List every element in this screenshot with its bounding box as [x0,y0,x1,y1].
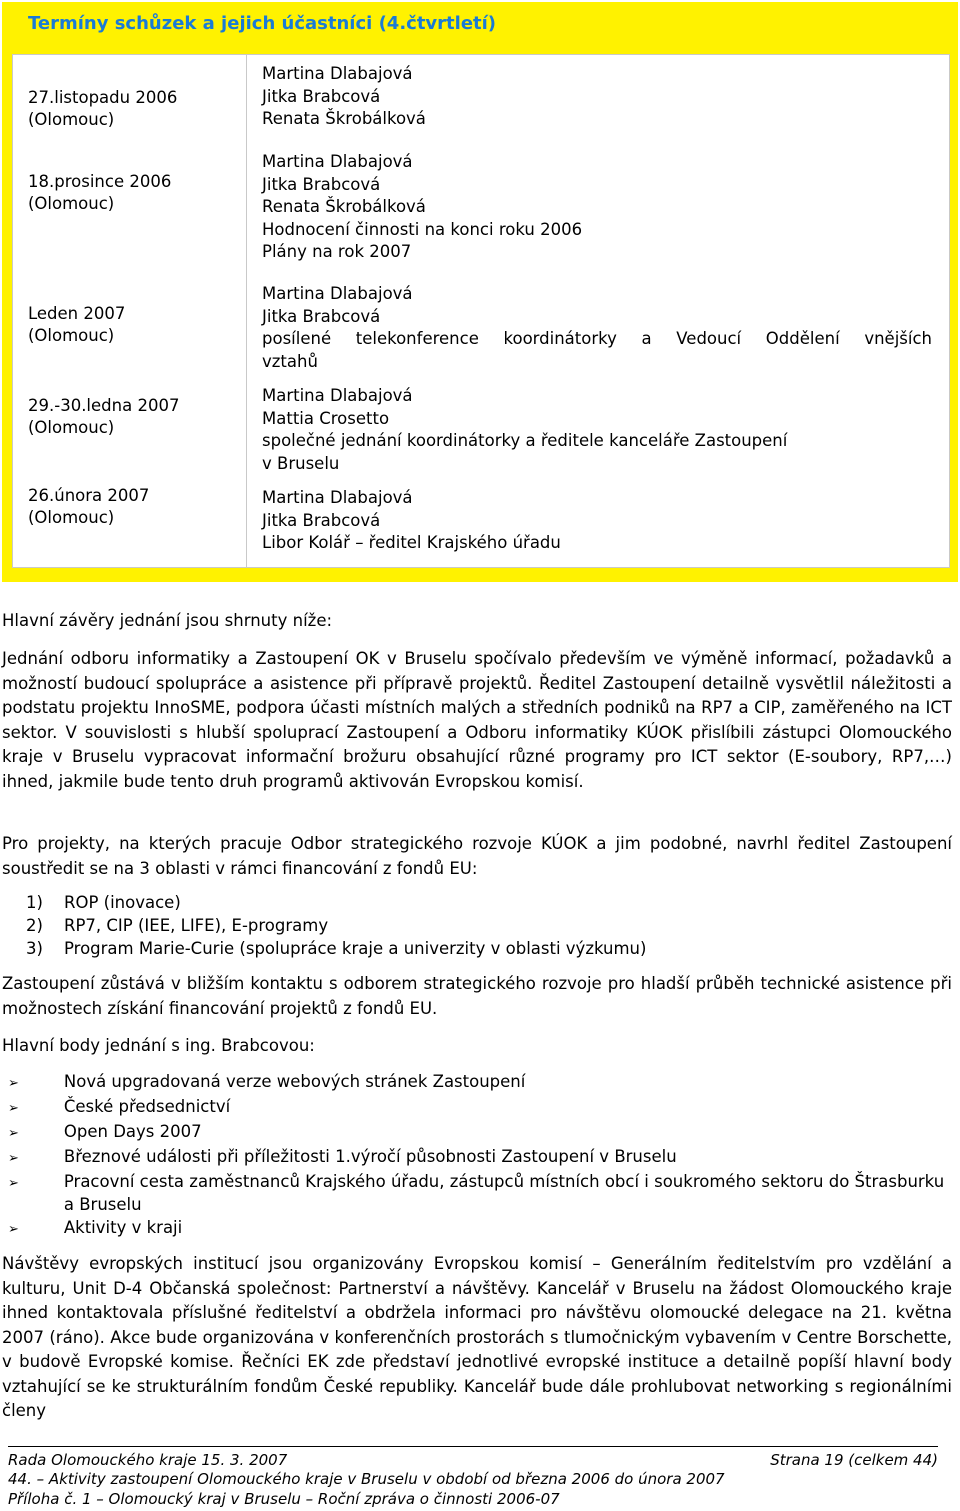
paragraph-text: Návštěvy evropských institucí jsou organizovány Evropskou komisí – Generálním ředitelstvím pro vzdělání a kulturu, Unit D-4 Občanská společnost: Partnerství a návštěvy. Kancelář v Bruselu na žádost Olomouckého kraje ihned kontaktovala příslušné ředitelství a obdržela informaci pro návštěvu olomoucké delegace na 21. května 2007 (ráno). Akce bude organizována v konferenčních prostorách s tlumočnickým vybavením v Centre Borschette, v budově Evropské komise. Řečníci EK zde představí jednotlivé evropské instituce a detailně popíší hlavní body vztahující se ke strukturálním fondům České republiky. Kancelář bude dále prohlubovat networking s regionálními členy [2,1254,952,1420]
list-item [2,891,952,914]
participant: Renata Škrobálková [262,109,426,128]
meeting-date [28,303,125,347]
meetings-box-title: Termíny schůzek a jejich účastníci (4.čtvrtletí) [28,13,497,34]
list-text: ROP (inovace) [64,893,181,912]
meeting-date [28,485,149,529]
list-item [2,1095,952,1120]
participant: Jitka Brabcová [262,174,381,194]
participant: Martina Dlabajová [262,488,413,507]
participant: Jitka Brabcová [262,306,381,326]
meeting-date-line: 27.listopadu 2006 [28,88,178,107]
list-item [2,1216,952,1241]
meeting-topic: Hodnocení činnosti na konci roku 2006 [262,219,583,239]
meeting-topic: Plány na rok 2007 [262,242,412,261]
meeting-topic: v Bruselu [262,453,340,473]
meeting-place: (Olomouc) [28,418,115,437]
table-divider [246,55,247,567]
paragraph-text: Pro projekty, na kterých pracuje Odbor strategického rozvoje KÚOK a jim podobné, navrhl ředitel Zastoupení soustředit se na 3 oblasti v rámci financování z fondů EU: [2,834,952,878]
meeting-topic: posílené telekonference koordinátorky a Vedoucí Oddělení vnějších [262,329,932,348]
list-item [2,937,952,960]
list-item [2,1070,952,1095]
footer-page-number: Strana 19 (celkem 44) [770,1451,938,1469]
meeting-place: (Olomouc) [28,508,115,527]
list-text: České předsednictví [63,1097,231,1116]
participant: Libor Kolář – ředitel Krajského úřadu [262,533,561,552]
meeting-details [262,63,932,131]
meeting-place: (Olomouc) [28,326,115,345]
list-number: 1) [26,893,43,912]
list-number: 3) [26,939,43,958]
arrowhead-bullet-icon: ➢ [8,1126,19,1141]
meetings-box [2,2,958,582]
list-item [2,1145,952,1170]
list-item [2,914,952,937]
footer-line-2: 44. – Aktivity zastoupení Olomouckého kraje v Bruselu v období od března 2006 do února 2007 [8,1470,725,1488]
paragraph [2,832,952,881]
paragraph [2,972,952,1021]
arrowhead-bullet-icon: ➢ [8,1222,19,1237]
list-text: Nová upgradovaná verze webových stránek Zastoupení [63,1072,526,1091]
meeting-place: (Olomouc) [28,110,115,129]
paragraph [2,1252,952,1424]
arrowhead-bullet-icon: ➢ [8,1101,19,1116]
paragraph [2,647,952,794]
participant: Martina Dlabajová [262,64,413,83]
list-text: Program Marie-Curie (spolupráce kraje a univerzity v oblasti výzkumu) [64,939,647,958]
list-text: RP7, CIP (IEE, LIFE), E-programy [64,916,329,935]
meeting-topic: společné jednání koordinátorky a ředitele kanceláře Zastoupení [262,431,788,450]
meeting-date [28,171,171,215]
list-number: 2) [26,916,43,935]
points-heading: Hlavní body jednání s ing. Brabcovou: [2,1036,315,1055]
meetings-table [12,54,950,568]
participant: Mattia Crosetto [262,408,390,428]
footer-line-3: Příloha č. 1 – Olomoucký kraj v Bruselu – Roční zpráva o činnosti 2006-07 [8,1490,560,1508]
arrowhead-bullet-icon: ➢ [8,1151,19,1166]
paragraph-text: Zastoupení zůstává v bližším kontaktu s odborem strategického rozvoje pro hladší průběh technické asistence při možnostech získání financování projektů z fondů EU. [2,974,952,1018]
participant: Jitka Brabcová [262,510,381,530]
meeting-details [262,151,932,264]
paragraph-text: Jednání odboru informatiky a Zastoupení OK v Bruselu spočívalo především ve výměně informací, požadavků a možností budoucí spolupráce a asistence při přípravě projektů. Ředitel Zastoupení detailně vysvětlil náležitosti a podstatu projektu InnoSME, podpora účasti místních malých a středních podniků na RP7 a CIP, zaměřeného na ICT sektor. V souvislosti s hlubší spoluprací Zastoupení a Odboru informatiky KÚOK přislíbili zástupci Olomouckého kraje v Bruselu vypracovat informační brožuru obsahující různé programy pro ICT sektor (E-soubory, RP7,…) ihned, jakmile bude tento druh programů aktivován Evropskou komisí. [2,649,952,791]
meeting-details [262,487,932,555]
meeting-place: (Olomouc) [28,194,115,213]
meeting-date-line: Leden 2007 [28,304,126,323]
participant: Martina Dlabajová [262,284,413,303]
summary-heading: Hlavní závěry jednání jsou shrnuty níže: [2,611,333,630]
arrowhead-bullet-icon: ➢ [8,1176,19,1191]
meeting-date-line: 29.-30.ledna 2007 [28,396,180,415]
meeting-details [262,385,932,475]
list-text: Pracovní cesta zaměstnanců Krajského úřadu, zástupců místních obcí i soukromého sektoru do Štrasburku a Bruselu [63,1172,945,1214]
footer-row [8,1451,938,1469]
list-text: Aktivity v kraji [63,1218,183,1237]
meeting-details [262,283,932,373]
participant: Jitka Brabcová [262,86,381,106]
participant: Martina Dlabajová [262,386,413,405]
participant: Martina Dlabajová [262,152,413,171]
list-item [2,1120,952,1145]
numbered-list [2,891,952,960]
participant: Renata Škrobálková [262,197,426,216]
meeting-date [28,87,177,131]
bullet-list [2,1070,952,1241]
list-item [2,1170,952,1216]
footer-left: Rada Olomouckého kraje 15. 3. 2007 [8,1451,288,1469]
arrowhead-bullet-icon: ➢ [8,1076,19,1091]
meeting-topic: vztahů [262,351,318,371]
meeting-date-line: 18.prosince 2006 [28,172,172,191]
meeting-date-line: 26.února 2007 [28,486,150,505]
footer-rule [8,1446,938,1447]
list-text: Březnové události při příležitosti 1.výročí působnosti Zastoupení v Bruselu [63,1147,677,1166]
list-text: Open Days 2007 [63,1122,202,1141]
meeting-date [28,395,179,439]
